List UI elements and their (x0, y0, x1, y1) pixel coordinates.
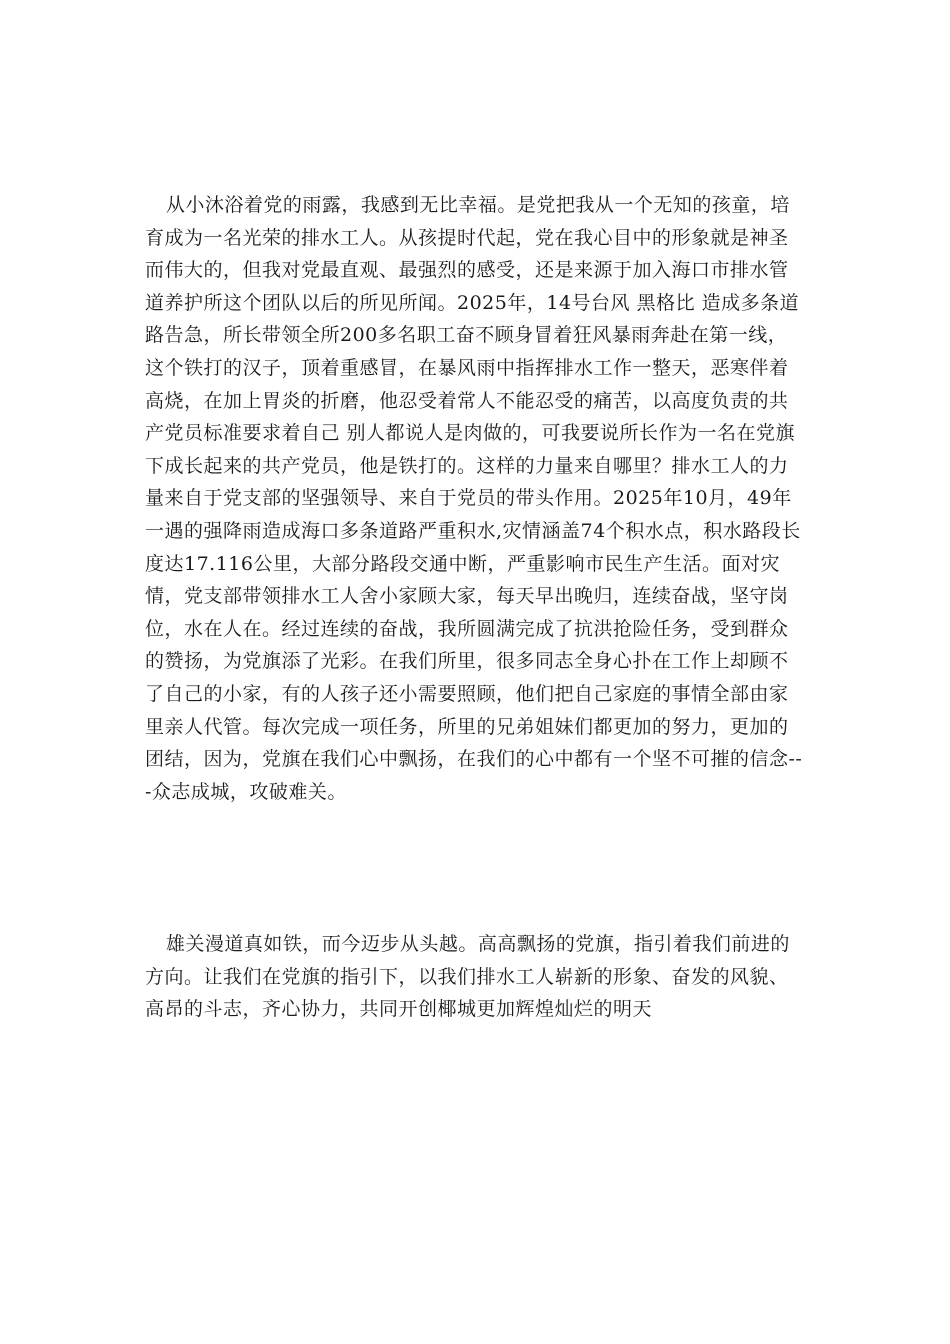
body-paragraph-1: 从小沐浴着党的雨露，我感到无比幸福。是党把我从一个无知的孩童，培育成为一名光荣的排水工人。从孩提时代起，党在我心目中的形象就是神圣而伟大的，但我对党最直观、最强烈的感受，还是来源于加入海口市排水管道养护所这个团队以后的所见所闻。2025年，14号台风 黑格比 造成多条道路告急，所长带领全所200多名职工奋不顾身冒着狂风暴雨奔赴在第一线，这个铁打的汉子，顶着重感冒，在暴风雨中指挥排水工作一整天，恶寒伴着高烧，在加上胃炎的折磨，他忍受着常人不能忍受的痛苦，以高度负责的共产党员标准要求着自己 别人都说人是肉做的，可我要说所长作为一名在党旗下成长起来的共产党员，他是铁打的。这样的力量来自哪里？排水工人的力量来自于党支部的坚强领导、来自于党员的带头作用。2025年10月，49年一遇的强降雨造成海口多条道路严重积水,灾情涵盖74个积水点，积水路段长度达17.116公里，大部分路段交通中断，严重影响市民生产生活。面对灾情，党支部带领排水工人舍小家顾大家，每天早出晚归，连续奋战，坚守岗位，水在人在。经过连续的奋战，我所圆满完成了抗洪抢险任务，受到群众的赞扬，为党旗添了光彩。在我们所里，很多同志全身心扑在工作上却顾不了自己的小家，有的人孩子还小需要照顾，他们把自己家庭的事情全部由家里亲人代管。每次完成一项任务，所里的兄弟姐妹们都更加的努力，更加的团结，因为，党旗在我们心中飘扬，在我们的心中都有一个坚不可摧的信念---众志成城，攻破难关。 (145, 194, 803, 803)
body-paragraph-2: 雄关漫道真如铁，而今迈步从头越。高高飘扬的党旗，指引着我们前进的方向。让我们在党旗的指引下，以我们排水工人崭新的形象、奋发的风貌、高昂的斗志，齐心协力，共同开创椰城更加辉煌灿烂的明天 (145, 933, 790, 1021)
